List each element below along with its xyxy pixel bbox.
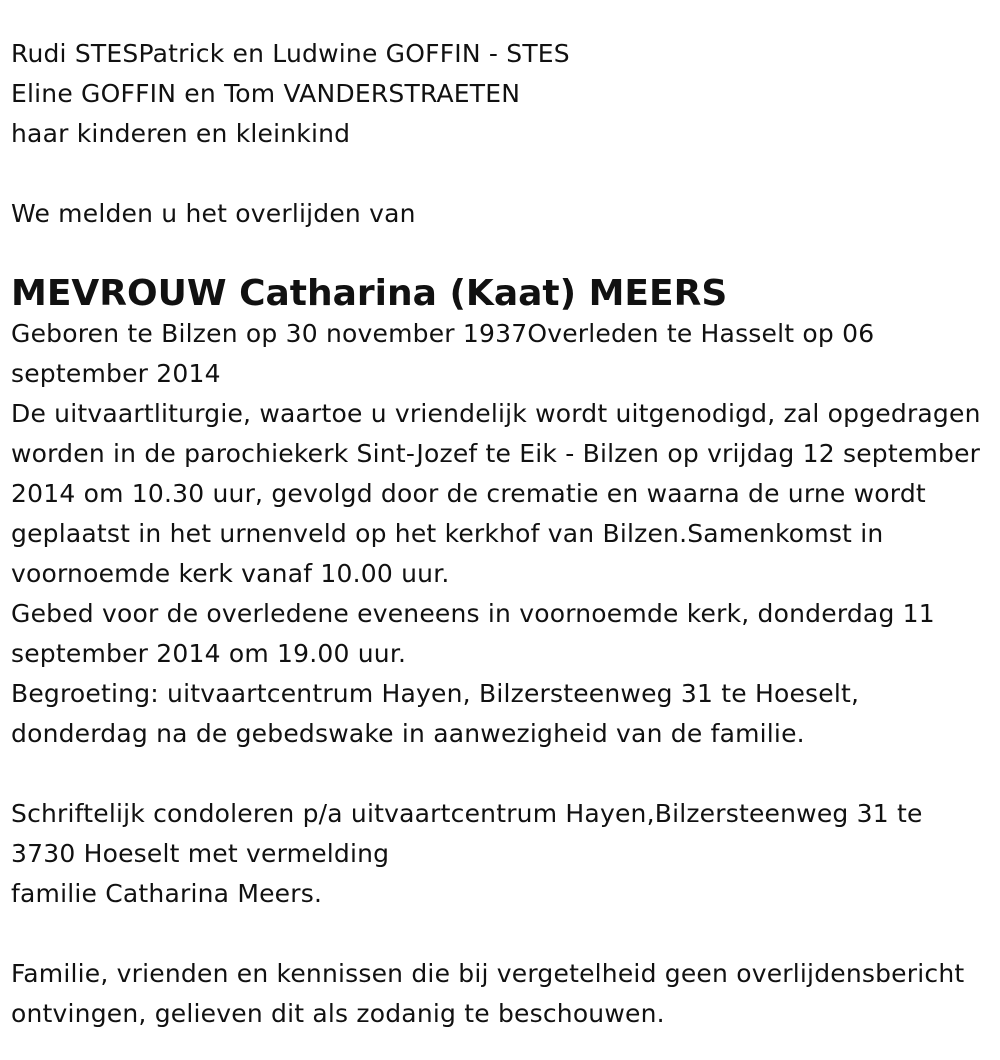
announcement-text: We melden u het overlijden van: [11, 199, 416, 228]
funeral-details: De uitvaartliturgie, waartoe u vriendelijk wordt uitgenodigd, zal opgedragen worden in de parochiekerk Sint-Jozef te Eik - Bilzen op vrijdag 12 september 2014 om 10.30 uur, gevolgd door de crematie en waarna de urne wordt geplaatst in het urnenveld op het kerkhof van Bilzen.Samenkomst in voornoemde kerk vanaf 10.00 uur.: [11, 399, 981, 588]
prayer-details: Gebed voor de overledene eveneens in voornoemde kerk, donderdag 11 september 2014 om 19.00 uur.: [11, 599, 935, 668]
condolences-mention: familie Catharina Meers.: [11, 879, 323, 908]
spacer: [11, 154, 986, 194]
family-line-3: haar kinderen en kleinkind: [11, 119, 351, 148]
spacer: [11, 914, 986, 954]
death-notice: [11, 34, 986, 1034]
family-line-2: Eline GOFFIN en Tom VANDERSTRAETEN: [11, 79, 521, 108]
spacer: [11, 754, 986, 794]
deceased-name: MEVROUW Catharina (Kaat) MEERS: [11, 273, 728, 314]
family-line-1: Rudi STESPatrick en Ludwine GOFFIN - STES: [11, 39, 570, 68]
closing-note: Familie, vrienden en kennissen die bij vergetelheid geen overlijdensbericht ontvingen, gelieven dit als zodanig te beschouwen.: [11, 959, 965, 1028]
condolences-address: Schriftelijk condoleren p/a uitvaartcentrum Hayen,Bilzersteenweg 31 te 3730 Hoeselt met vermelding: [11, 799, 923, 868]
greeting-details: Begroeting: uitvaartcentrum Hayen, Bilzersteenweg 31 te Hoeselt, donderdag na de gebedswake in aanwezigheid van de familie.: [11, 679, 860, 748]
birth-death-dates: Geboren te Bilzen op 30 november 1937Overleden te Hasselt op 06 september 2014: [11, 319, 875, 388]
